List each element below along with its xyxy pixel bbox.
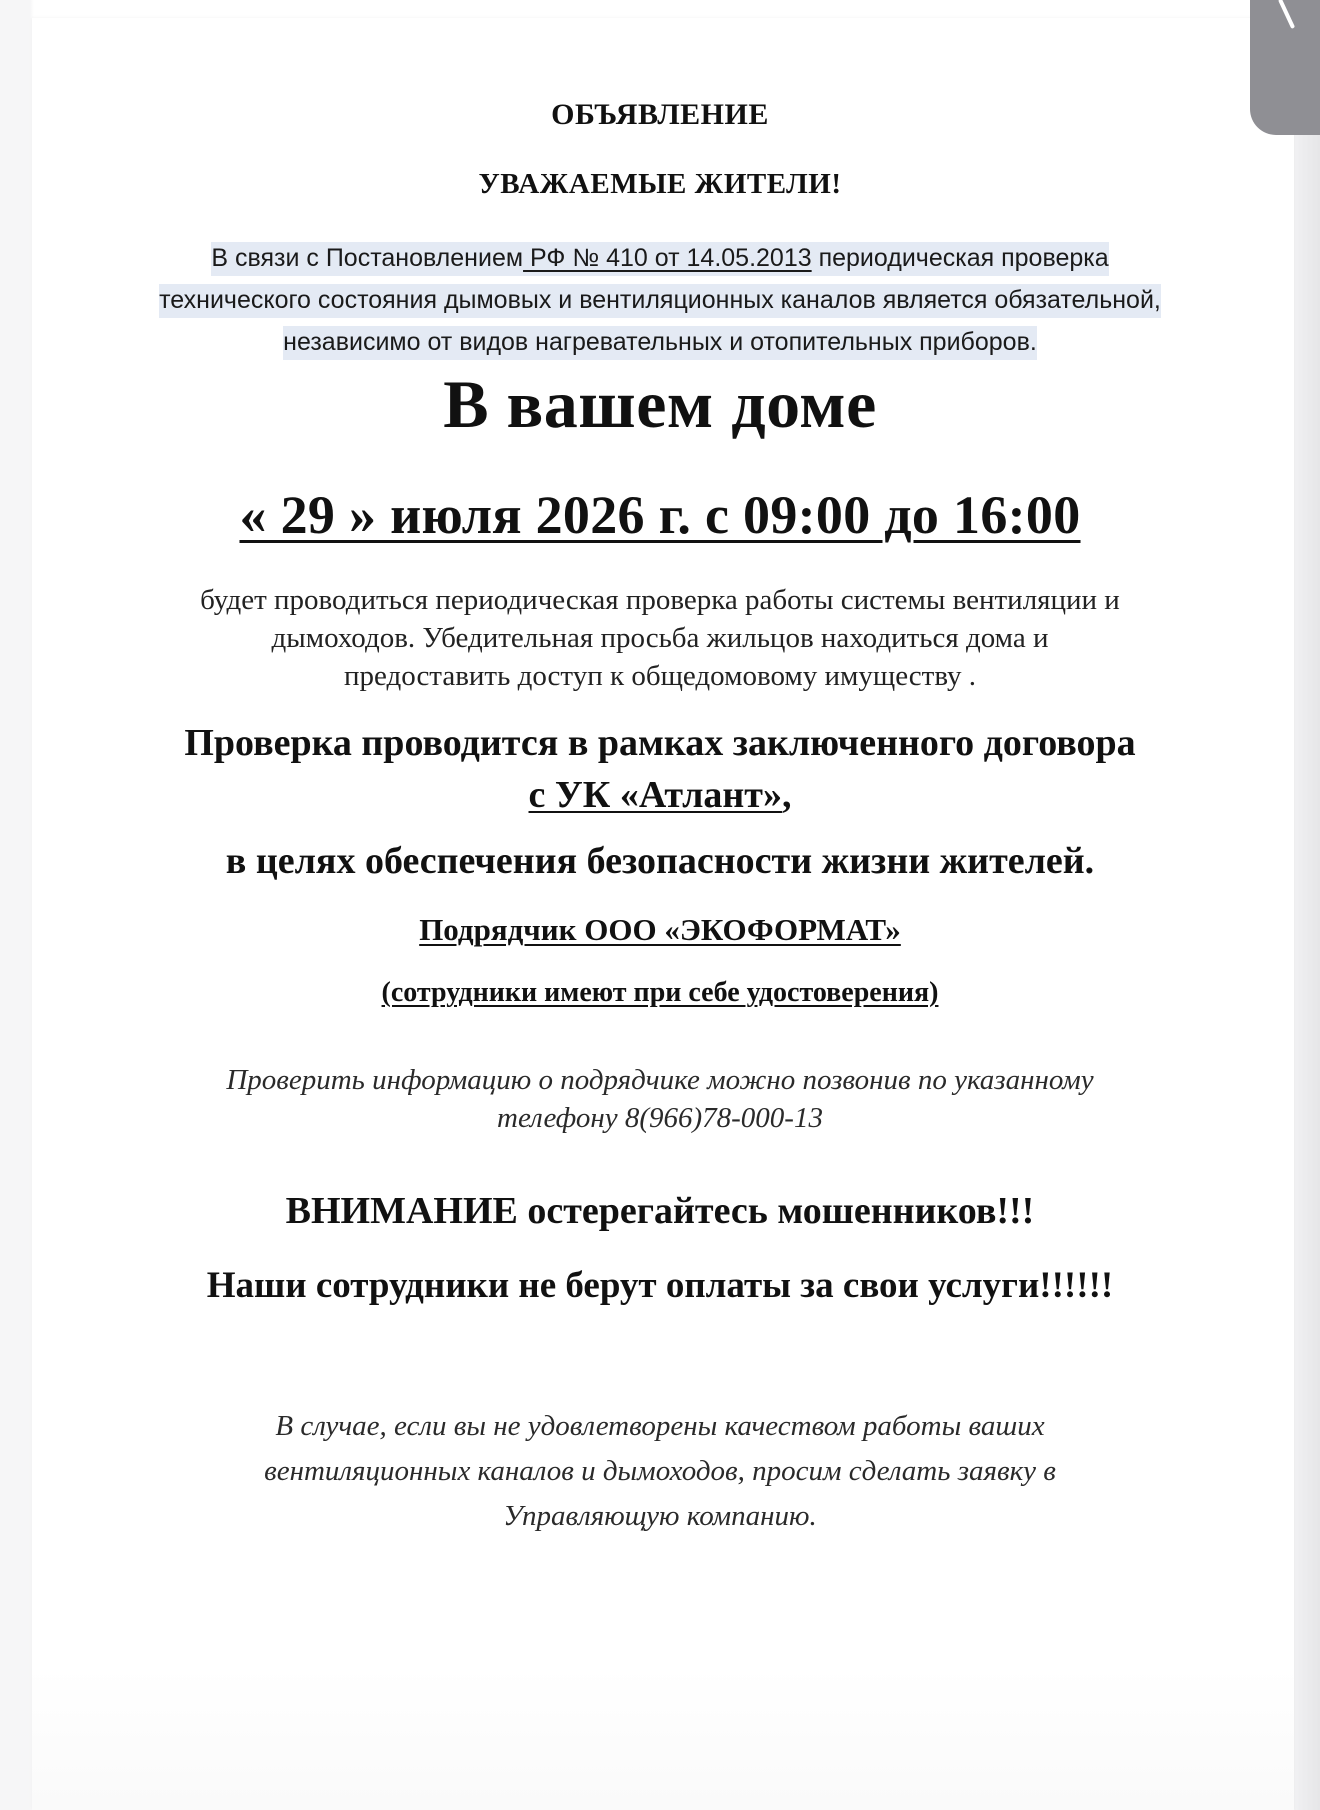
legal-line-1 bbox=[0, 244, 1320, 273]
body-line-2: дымоходов. Убедительная просьба жильцов находиться дома и bbox=[271, 622, 1049, 654]
footer-line-2: вентиляционных каналов и дымоходов, просим сделать заявку в bbox=[264, 1455, 1056, 1487]
legal-text-before: В связи с Постановлением bbox=[211, 244, 524, 272]
contract-comma: , bbox=[781, 774, 792, 816]
id-note: (сотрудники имеют при себе удостоверения) bbox=[381, 977, 939, 1008]
slash-icon bbox=[1278, 0, 1295, 29]
contractor-line bbox=[0, 912, 1320, 948]
payment-line: Наши сотрудники не берут оплаты за свои услуги!!!!!! bbox=[206, 1265, 1114, 1306]
legal-text-2: технического состояния дымовых и вентиляционных каналов является обязательной, bbox=[159, 284, 1161, 318]
safety-line: в целях обеспечения безопасности жизни жителей. bbox=[225, 840, 1095, 882]
contract-line-1: Проверка проводится в рамках заключенного договора bbox=[184, 722, 1136, 764]
notice-title: ОБЪЯВЛЕНИЕ bbox=[551, 98, 769, 131]
legal-line-2 bbox=[0, 286, 1320, 315]
contractor-name: Подрядчик ООО «ЭКОФОРМАТ» bbox=[419, 912, 901, 947]
body-line-1: будет проводиться периодическая проверка работы системы вентиляции и bbox=[200, 584, 1120, 616]
contract-line-2 bbox=[0, 774, 1320, 818]
warning-line: ВНИМАНИЕ остерегайтесь мошенников!!! bbox=[285, 1190, 1035, 1232]
footer-line-1: В случае, если вы не удовлетворены качеством работы ваших bbox=[275, 1410, 1045, 1442]
id-note-line bbox=[0, 977, 1320, 1009]
legal-text-after: периодическая проверка bbox=[811, 244, 1109, 272]
legal-line-3 bbox=[0, 328, 1320, 357]
check-line-1: Проверить информацию о подрядчике можно позвонив по указанному bbox=[226, 1064, 1094, 1096]
close-button[interactable] bbox=[1250, 0, 1320, 135]
legal-text-3: независимо от видов нагревательных и отопительных приборов. bbox=[283, 326, 1037, 360]
check-line-2: телефону 8(966)78-000-13 bbox=[497, 1102, 823, 1134]
body-line-3: предоставить доступ к общедомовому имуществу . bbox=[343, 660, 977, 692]
decree-reference: РФ № 410 от 14.05.2013 bbox=[523, 244, 812, 272]
headline: В вашем доме bbox=[443, 366, 877, 442]
notice-greeting: УВАЖАЕМЫЕ ЖИТЕЛИ! bbox=[478, 168, 842, 200]
footer-line-3: Управляющую компанию. bbox=[503, 1500, 817, 1532]
date-time-line: « 29 » июля 2026 г. с 09:00 до 16:00 bbox=[239, 485, 1081, 545]
management-company: с УК «Атлант» bbox=[528, 774, 782, 816]
